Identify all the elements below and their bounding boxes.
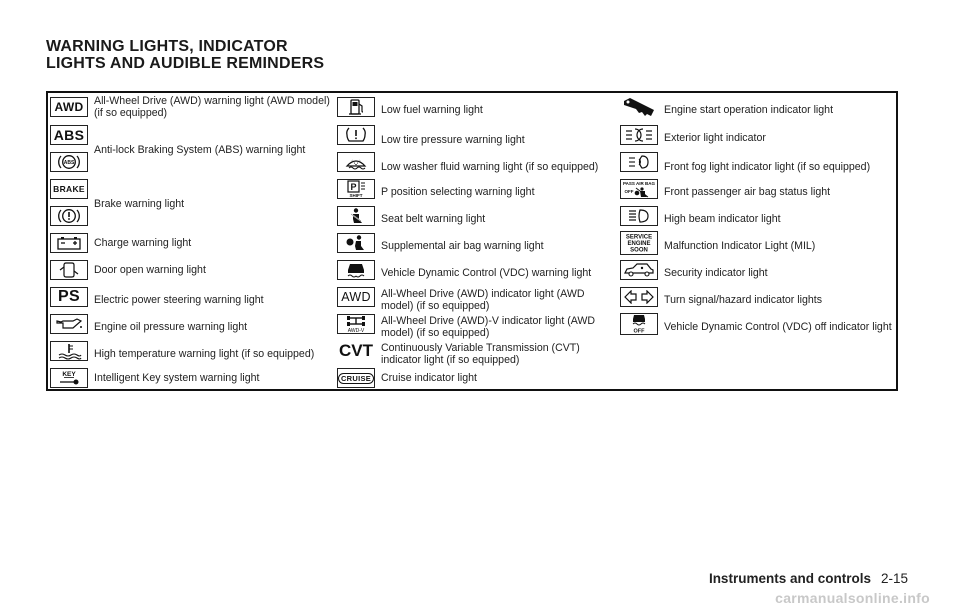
list-item-intelligent-key: [48, 367, 335, 389]
item-label: P position selecting warning light: [381, 185, 535, 198]
fuel-pump-icon: [337, 97, 375, 117]
item-label: Supplemental air bag warning light: [381, 239, 544, 252]
item-label: Door open warning light: [94, 263, 206, 276]
list-item-door-open: [48, 257, 335, 282]
item-label: Seat belt warning light: [381, 212, 486, 225]
list-item-low-fuel: [335, 93, 618, 120]
item-label: Cruise indicator light: [381, 372, 477, 384]
fog-light-icon: [620, 152, 658, 172]
security-car-icon: [620, 260, 658, 280]
item-label: Anti-lock Braking System (ABS) warning light: [94, 144, 306, 156]
item-label: Engine oil pressure warning light: [94, 320, 248, 333]
svg-text:OFF: OFF: [624, 188, 634, 194]
list-item-oil-pressure: [48, 311, 335, 336]
cvt-icon: CVT: [339, 340, 373, 360]
list-item-seat-belt: [335, 203, 618, 228]
brake-circle-icon: [50, 206, 88, 226]
item-label: Front passenger air bag status light: [664, 185, 831, 198]
list-item-brake-circle: [48, 203, 335, 228]
list-item-mil: [618, 230, 896, 255]
list-item-cruise: [335, 367, 618, 389]
item-label: Brake warning light: [94, 198, 185, 210]
item-label: All-Wheel Drive (AWD)-V indicator light (AWD model) (if so equipped): [381, 314, 596, 339]
battery-icon: [50, 233, 88, 253]
service-engine-icon: [620, 231, 658, 255]
watermark: carmanualsonline.info: [775, 590, 930, 606]
page-title: [46, 38, 324, 72]
list-item-vdc-off: [618, 311, 896, 336]
washer-icon: [337, 152, 375, 172]
list-item-exterior-light: [618, 122, 896, 147]
item-label: Continuously Variable Transmission (CVT) indicator light (if so equipped): [381, 341, 580, 366]
door-open-icon: [50, 260, 88, 280]
svg-text:AWD-V: AWD-V: [347, 327, 365, 333]
list-item-p-position: [335, 176, 618, 201]
abs-icon: ABS: [50, 125, 88, 145]
item-label: All-Wheel Drive (AWD) warning light (AWD model) (if so equipped): [94, 94, 330, 119]
cruise-icon: CRUISE: [337, 368, 375, 388]
brake-text-icon: BRAKE: [50, 179, 88, 199]
list-item-engine-start: [618, 93, 896, 120]
awd-indicator-icon: AWD: [337, 287, 375, 307]
column-3: [618, 93, 896, 389]
page-title-line-1: WARNING LIGHTS, INDICATOR: [46, 38, 288, 55]
svg-text:KEY: KEY: [62, 371, 76, 378]
list-item-awd-v: [335, 311, 618, 339]
page-title-line-2: LIGHTS AND AUDIBLE REMINDERS: [46, 55, 325, 72]
awd-v-icon: [337, 314, 375, 334]
item-label: Malfunction Indicator Light (MIL): [664, 239, 816, 252]
list-item-abs-circle: [48, 149, 335, 174]
exterior-light-icon: [620, 125, 658, 145]
list-item-security: [618, 257, 896, 282]
passenger-airbag-icon: [620, 179, 658, 199]
page-number: 2-15: [880, 571, 908, 586]
list-item-fog-light: [618, 149, 896, 174]
list-item-high-temp: [48, 338, 335, 363]
item-label: Intelligent Key system warning light: [94, 372, 260, 384]
list-item-passenger-airbag: [618, 176, 896, 201]
page-footer: [709, 571, 908, 586]
seat-belt-icon: [337, 206, 375, 226]
svg-text:SERVICE: SERVICE: [625, 234, 653, 240]
list-item-awd-warning: [48, 93, 335, 120]
abs-circle-icon: [50, 152, 88, 172]
column-2: [335, 93, 618, 389]
svg-text:OFF: OFF: [633, 328, 645, 334]
key-icon: [50, 368, 88, 388]
item-label: Electric power steering warning light: [94, 293, 264, 306]
item-label: Charge warning light: [94, 236, 192, 249]
high-beam-icon: [620, 206, 658, 226]
list-item-cvt: [335, 338, 618, 366]
warning-lights-table: [46, 91, 898, 391]
item-label: All-Wheel Drive (AWD) indicator light (AWD model) (if so equipped): [381, 287, 585, 312]
thermometer-icon: [50, 341, 88, 361]
item-label: Low fuel warning light: [381, 103, 483, 116]
item-label: Security indicator light: [664, 266, 768, 279]
vdc-off-icon: [620, 313, 658, 335]
item-label: Exterior light indicator: [664, 131, 766, 144]
item-label: Vehicle Dynamic Control (VDC) warning light: [381, 266, 592, 279]
p-shift-icon: [337, 179, 375, 199]
item-label: Low tire pressure warning light: [381, 133, 525, 146]
list-item-power-steering: [48, 284, 335, 309]
vdc-icon: [337, 260, 375, 280]
list-item-brake-text: [48, 176, 335, 210]
ps-icon: PS: [50, 287, 88, 307]
tire-pressure-icon: [337, 125, 375, 145]
list-item-abs: [48, 122, 335, 156]
svg-text:P: P: [350, 181, 357, 192]
list-item-high-beam: [618, 203, 896, 228]
list-item-awd-indicator: [335, 284, 618, 312]
list-item-charge: [48, 230, 335, 255]
item-label: High beam indicator light: [664, 212, 781, 225]
list-item-airbag: [335, 230, 618, 255]
key-start-icon: [620, 97, 658, 117]
oil-can-icon: [50, 314, 88, 334]
item-label: Low washer fluid warning light (if so equipped): [381, 160, 599, 173]
svg-text:ABS: ABS: [63, 159, 75, 166]
turn-signal-icon: [620, 287, 658, 307]
list-item-washer-fluid: [335, 149, 618, 174]
item-label: Front fog light indicator light (if so equipped): [664, 160, 871, 173]
item-label: Vehicle Dynamic Control (VDC) off indicator light: [664, 320, 892, 333]
list-item-turn-signal: [618, 284, 896, 309]
section-name: Instruments and controls: [708, 571, 871, 586]
svg-text:ENGINE: ENGINE: [627, 240, 651, 247]
item-label: Engine start operation indicator light: [664, 103, 834, 116]
svg-text:PASS AIR BAG: PASS AIR BAG: [622, 180, 656, 186]
item-label: High temperature warning light (if so equipped): [94, 347, 315, 360]
item-label: Turn signal/hazard indicator lights: [664, 293, 823, 306]
svg-text:SOON: SOON: [630, 247, 648, 253]
svg-text:SHIFT: SHIFT: [349, 192, 363, 198]
awd-warning-icon: AWD: [50, 97, 88, 117]
airbag-icon: [337, 233, 375, 253]
list-item-vdc: [335, 257, 618, 282]
list-item-tire-pressure: [335, 122, 618, 147]
column-1: [48, 93, 335, 389]
